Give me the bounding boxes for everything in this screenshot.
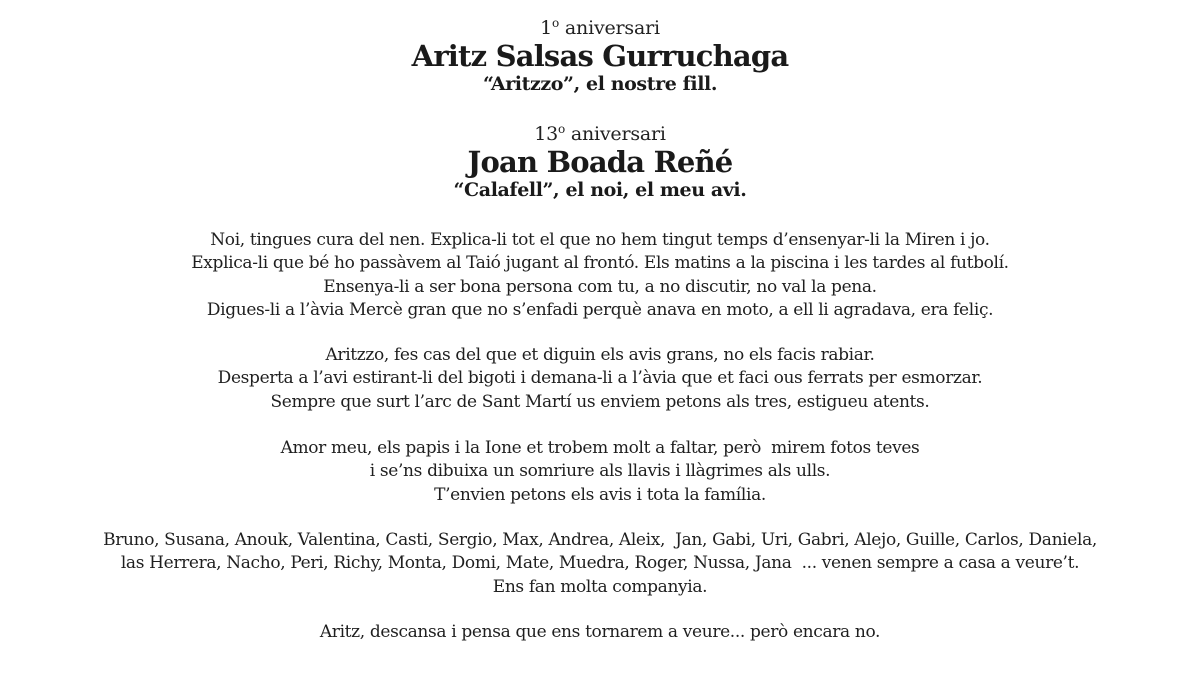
paragraph-line: Bruno, Susana, Anouk, Valentina, Casti, Sergio, Max, Andrea, Aleix, Jan, Gabi, Uri, Gabri, Alejo, Guille, Carlos, Daniela, [103, 530, 1097, 550]
person2-name: Joan Boada Reñé [467, 145, 733, 179]
paragraph-line: Aritzzo, fes cas del que et diguin els avis grans, no els facis rabiar. [325, 345, 875, 365]
person2-anniversary-number: 13 [534, 123, 558, 145]
person1-anniversary-suffix: o [552, 16, 560, 30]
message-paragraph-4 [0, 529, 1200, 599]
person2-nickname: “Calafell”, el noi, el meu avi. [453, 179, 747, 201]
paragraph-line: Digues-li a l’àvia Mercè gran que no s’enfadi perquè anava en moto, a ell li agradava, era feliç. [206, 299, 994, 320]
person1-anniversary-word: aniversari [559, 17, 660, 39]
paragraph-line: Desperta a l’avi estirant-li del bigoti i demana-li a l’àvia que et faci ous ferrats per esmorzar. [217, 368, 983, 389]
message-paragraph-3 [0, 437, 1200, 507]
person1-nickname: “Aritzzo”, el nostre fill. [482, 73, 718, 95]
person2-anniversary-word: aniversari [565, 123, 666, 145]
person1-name: Aritz Salsas Gurruchaga [411, 39, 789, 73]
person1-header [0, 17, 1200, 95]
paragraph-line: T’envien petons els avis i tota la família. [434, 484, 766, 505]
paragraph-line: Ensenya-li a ser bona persona com tu, a no discutir, no val la pena. [323, 276, 877, 297]
message-paragraph-5 [0, 621, 1200, 644]
paragraph-line: Aritz, descansa i pensa que ens tornarem a veure... però encara no. [319, 622, 881, 642]
paragraph-line: Explica-li que bé ho passàvem al Taió jugant al frontó. Els matins a la piscina i les tardes al futbolí. [191, 253, 1009, 274]
message-paragraph-1 [0, 229, 1200, 322]
paragraph-line: Noi, tingues cura del nen. Explica-li tot el que no hem tingut temps d’ensenyar-li la Miren i jo. [210, 230, 990, 250]
person1-anniversary-number: 1 [540, 17, 553, 39]
person2-anniversary [0, 123, 1200, 145]
paragraph-line: las Herrera, Nacho, Peri, Richy, Monta, Domi, Mate, Muedra, Roger, Nussa, Jana ... venen sempre a casa a veure’t. [120, 553, 1080, 574]
person1-anniversary [0, 17, 1200, 39]
person2-anniversary-suffix: o [557, 122, 566, 136]
person2-header [0, 123, 1200, 201]
message-paragraph-2 [0, 344, 1200, 414]
paragraph-line: Amor meu, els papis i la Ione et trobem molt a faltar, però mirem fotos teves [280, 438, 920, 458]
paragraph-line: i se’ns dibuixa un somriure als llavis i llàgrimes als ulls. [369, 461, 831, 482]
paragraph-line: Ens fan molta companyia. [492, 576, 708, 597]
paragraph-line: Sempre que surt l’arc de Sant Martí us enviem petons als tres, estigueu atents. [270, 391, 930, 412]
